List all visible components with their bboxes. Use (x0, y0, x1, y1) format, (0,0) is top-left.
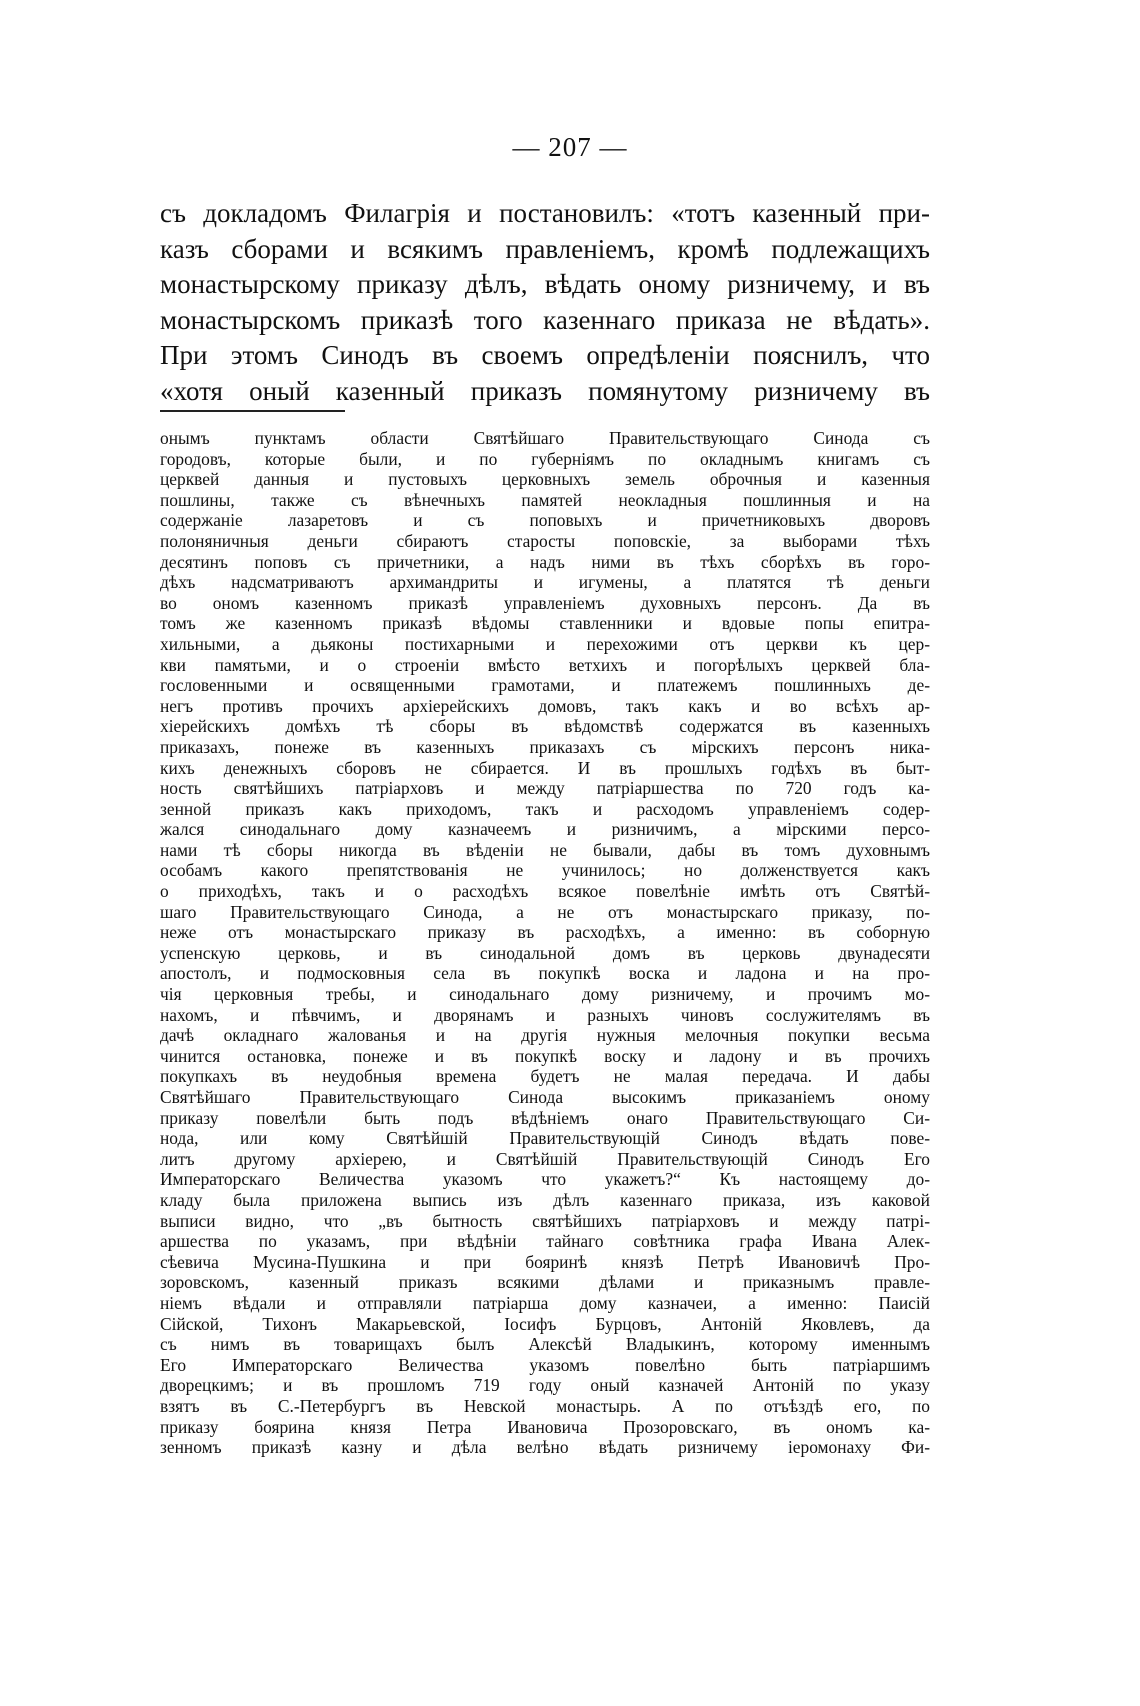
main-text (160, 196, 930, 409)
footnote-line: апостолъ, и подмосковныя села въ покупкѣ воска и ладона и на про- (160, 963, 930, 984)
footnote-line: съ нимъ въ товарищахъ былъ Алексѣй Владыкинъ, которому именнымъ (160, 1334, 930, 1355)
footnote-line: полоняничныя деньги сбираютъ старосты поповскіе, за выборами тѣхъ (160, 530, 930, 551)
footnote-line: Сійской, Тихонъ Макарьевской, Іосифъ Бурцовъ, Антоній Яковлевъ, да (160, 1313, 930, 1334)
footnote-line: дачѣ окладнаго жалованья и на другія нужныя мелочныя покупки весьма (160, 1025, 930, 1046)
main-text-line: казъ сборами и всякимъ правленіемъ, кромѣ подлежащихъ (160, 233, 930, 264)
footnote-line: неже отъ монастырскаго приказу въ расходѣхъ, а именно: въ соборную (160, 922, 930, 943)
footnote-line: содержаніе лазаретовъ и съ поповыхъ и причетниковыхъ дворовъ (160, 510, 930, 531)
footnote-line: Императорскаго Величества указомъ что укажетъ?“ Къ настоящему до- (160, 1169, 930, 1190)
footnote-line: сѣевича Мусина-Пушкина и при бояринѣ князѣ Петрѣ Ивановичѣ Про- (160, 1251, 930, 1272)
footnote-line: зенной приказъ какъ приходомъ, такъ и расходомъ управленіемъ содер- (160, 798, 930, 819)
footnote-line: взятъ въ С.-Петербургъ въ Невской монастырь. А по отъѣздѣ его, по (160, 1395, 930, 1416)
footnote-line: гословенными и освященными грамотами, и платежемъ пошлинныхъ де- (160, 675, 930, 696)
footnote-divider (160, 410, 345, 412)
footnote-line: приказу боярина князя Петра Ивановича Прозоровскаго, въ ономъ ка- (160, 1416, 930, 1437)
footnote-line: приказу повелѣли быть подъ вѣдѣніемъ онаго Правительствующаго Си- (160, 1107, 930, 1128)
footnote-line: шаго Правительствующаго Синода, а не отъ монастырскаго приказу, по- (160, 901, 930, 922)
footnote (160, 428, 930, 1458)
main-text-line: монастырскомъ приказѣ того казеннаго приказа не вѣдать». (160, 304, 930, 335)
footnote-line: нахомъ, и пѣвчимъ, и дворянамъ и разныхъ чиновъ сослужителямъ въ (160, 1004, 930, 1025)
footnote-line: церквей данныя и пустовыхъ церковныхъ земель оброчныя и казенныя (160, 469, 930, 490)
footnote-line: Святѣйшаго Правительствующаго Синода высокимъ приказаніемъ оному (160, 1087, 930, 1107)
footnote-line: негъ противъ прочихъ архіерейскихъ домовъ, такъ какъ и во всѣхъ ар- (160, 695, 930, 716)
footnote-line: о приходѣхъ, такъ и о расходѣхъ всякое повелѣніе имѣть отъ Святѣй- (160, 881, 930, 902)
main-text-line: съ докладомъ Филагрія и постановилъ: «тотъ казенный при- (160, 198, 930, 228)
footnote-line: успенскую церковь, и въ синодальной домъ въ церковь двунадесяти (160, 942, 930, 963)
footnote-line: томъ же казенномъ приказѣ вѣдомы ставленники и вдовые попы епитра- (160, 613, 930, 634)
footnote-line: зенномъ приказѣ казну и дѣла велѣно вѣдать ризничему іеромонаху Фи- (160, 1437, 930, 1458)
footnote-line: ность святѣйшихъ патріарховъ и между патріаршества по 720 годъ ка- (160, 778, 930, 799)
footnote-line: хіерейскихъ домѣхъ тѣ сборы въ вѣдомствѣ содержатся въ казенныхъ (160, 716, 930, 737)
footnote-line: дѣхъ надсматриваютъ архимандриты и игумены, а платятся тѣ деньги (160, 572, 930, 593)
main-text-line: монастырскому приказу дѣлъ, вѣдать оному ризничему, и въ (160, 269, 930, 299)
footnote-line: кихъ денежныхъ сборовъ не сбирается. И въ прошлыхъ годѣхъ въ быт- (160, 757, 930, 778)
footnote-line: нами тѣ сборы никогда въ вѣденіи не бывали, дабы въ томъ духовнымъ (160, 839, 930, 860)
footnote-line: приказахъ, понеже въ казенныхъ приказахъ съ мірскихъ персонъ ника- (160, 736, 930, 757)
footnote-line: чинится остановка, понеже и въ покупкѣ воску и ладону и въ прочихъ (160, 1045, 930, 1066)
main-text-line: При этомъ Синодъ въ своемъ опредѣленіи пояснилъ, что (160, 340, 930, 370)
footnote-line: литъ другому архіерею, и Святѣйшій Правительствующій Синодъ Его (160, 1148, 930, 1169)
footnote-line: городовъ, которые были, и по губерніямъ по окладнымъ книгамъ съ (160, 448, 930, 469)
footnote-line: аршества по указамъ, при вѣдѣніи тайнаго совѣтника графа Ивана Алек- (160, 1231, 930, 1252)
footnote-line: особамъ какого препятствованія не учинилось; но долженствуется какъ (160, 860, 930, 881)
footnote-line: нода, или кому Святѣйшій Правительствующій Синодъ вѣдать пове- (160, 1128, 930, 1149)
footnote-line: зоровскомъ, казенный приказъ всякими дѣлами и приказнымъ правле- (160, 1272, 930, 1293)
footnote-line: жался синодальнаго дому казначеемъ и ризничимъ, а мірскими персо- (160, 819, 930, 840)
footnote-line: чія церковныя требы, и синодальнаго дому ризничему, и прочимъ мо- (160, 984, 930, 1005)
footnote-line: пошлины, также съ вѣнечныхъ памятей неокладныя пошлинныя и на (160, 489, 930, 510)
main-text-line: «хотя оный казенный приказъ помянутому ризничему въ (160, 375, 930, 406)
footnote-line: десятинъ поповъ съ причетники, а надъ ними въ тѣхъ сборѣхъ въ горо- (160, 551, 930, 572)
footnote-line: дворецкимъ; и въ прошломъ 719 году оный казначей Антоній по указу (160, 1375, 930, 1396)
footnote-line: Его Императорскаго Величества указомъ повелѣно быть патріаршимъ (160, 1354, 930, 1375)
footnote-line: кви памятьми, и о строеніи вмѣсто ветхихъ и погорѣлыхъ церквей бла- (160, 654, 930, 675)
footnote-line: онымъ пунктамъ области Святѣйшаго Правительствующаго Синода съ (160, 428, 930, 448)
page-number: — 207 — (512, 132, 628, 162)
footnote-line: во ономъ казенномъ приказѣ управленіемъ духовныхъ персонъ. Да въ (160, 592, 930, 613)
footnote-line: хильными, а дьяконы постихарными и перехожими отъ церкви къ цер- (160, 633, 930, 654)
footnote-line: покупкахъ въ неудобныя времена будетъ не малая передача. И дабы (160, 1066, 930, 1087)
footnote-line: ніемъ вѣдали и отправляли патріарша дому казначеи, а именно: Паисій (160, 1292, 930, 1313)
footnote-line: выписи видно, что „въ бытность святѣйшихъ патріарховъ и между патрі- (160, 1210, 930, 1231)
footnote-line: кладу была приложена выпись изъ дѣлъ казеннаго приказа, изъ каковой (160, 1189, 930, 1210)
